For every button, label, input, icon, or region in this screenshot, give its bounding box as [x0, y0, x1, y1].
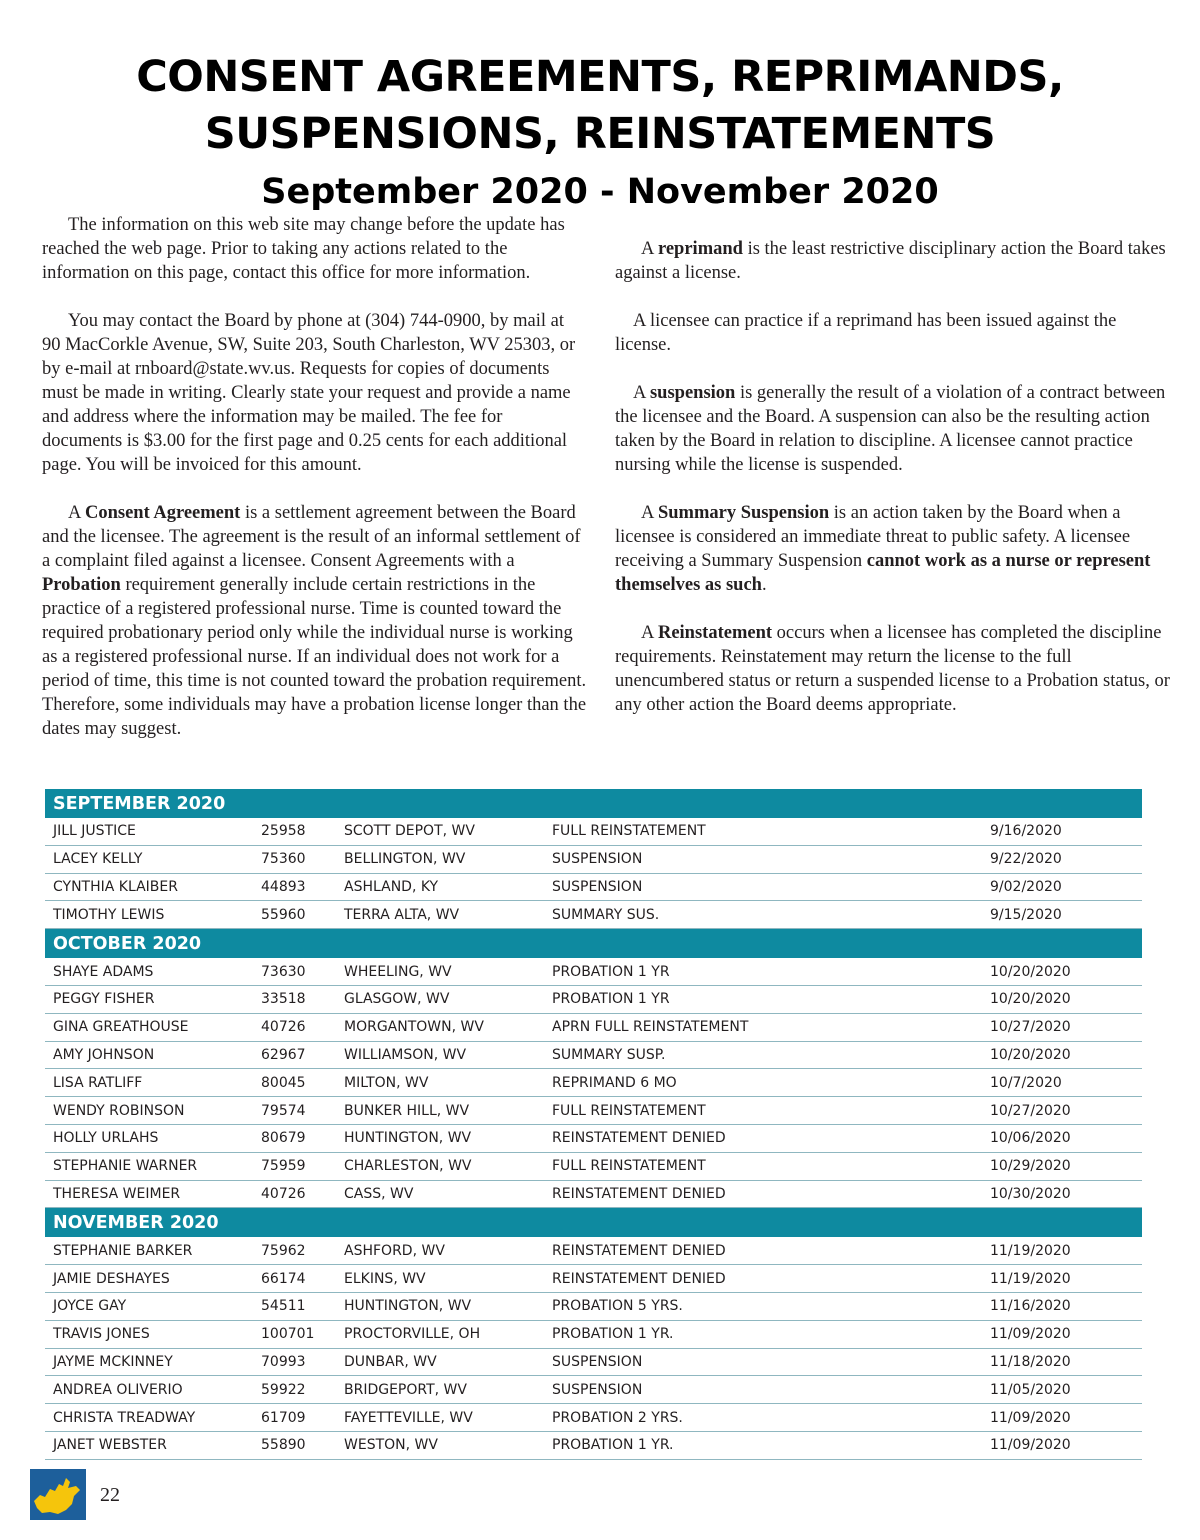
reinstatement-paragraph — [615, 621, 1170, 717]
licensee-name: TIMOTHY LEWIS — [45, 901, 253, 929]
license-number: 80679 — [253, 1124, 336, 1152]
licensee-name: CYNTHIA KLAIBER — [45, 873, 253, 901]
license-number: 25958 — [253, 818, 336, 845]
text-run: A — [633, 383, 650, 403]
page-title-line-2: SUSPENSIONS, REINSTATEMENTS — [204, 109, 996, 159]
licensee-name: JANET WEBSTER — [45, 1431, 253, 1459]
licensee-name: JOYCE GAY — [45, 1292, 253, 1320]
city-state: MILTON, WV — [336, 1069, 544, 1097]
consent-agreement-paragraph — [42, 501, 587, 741]
table-row — [45, 1124, 1142, 1152]
page-subtitle: September 2020 - November 2020 — [261, 172, 939, 212]
table-row — [45, 1320, 1142, 1348]
table-row — [45, 1376, 1142, 1404]
licensee-name: LACEY KELLY — [45, 845, 253, 873]
table-row — [45, 1292, 1142, 1320]
city-state: GLASGOW, WV — [336, 985, 544, 1013]
city-state: ASHLAND, KY — [336, 873, 544, 901]
section-month-label: SEPTEMBER 2020 — [45, 789, 1142, 818]
action-date: 11/19/2020 — [982, 1265, 1142, 1293]
reprimand-practice-paragraph: A licensee can practice if a reprimand has been issued against the license. — [615, 311, 1117, 355]
license-number: 54511 — [253, 1292, 336, 1320]
action-taken: PROBATION 1 YR — [544, 985, 982, 1013]
action-taken: SUSPENSION — [544, 1348, 982, 1376]
table-row — [45, 1152, 1142, 1180]
licensee-name: STEPHANIE BARKER — [45, 1237, 253, 1264]
city-state: CHARLESTON, WV — [336, 1152, 544, 1180]
contact-paragraph: You may contact the Board by phone at (304) 744-0900, by mail at 90 MacCorkle Avenue, SW, Suite 203, South Charleston, WV 25303, or by e-mail at rnboard@state.wv.us. Requests for copies of documents must be made in writing. Clearly state your request and provide a name and address where the information may be mailed. The fee for documents is $3.00 for the first page and 0.25 cents for each additional page. You will be invoiced for this amount. — [42, 311, 576, 475]
licensee-name: THERESA WEIMER — [45, 1180, 253, 1208]
table-row — [45, 901, 1142, 929]
table-row — [45, 873, 1142, 901]
table-body — [45, 789, 1142, 1459]
license-number: 55890 — [253, 1431, 336, 1459]
action-date: 11/05/2020 — [982, 1376, 1142, 1404]
text-run: A — [641, 239, 658, 259]
licensee-name: TRAVIS JONES — [45, 1320, 253, 1348]
term-consent-agreement: Consent Agreement — [84, 503, 241, 523]
city-state: WESTON, WV — [336, 1431, 544, 1459]
west-virginia-state-icon — [28, 1467, 88, 1522]
license-number: 70993 — [253, 1348, 336, 1376]
action-taken: REPRIMAND 6 MO — [544, 1069, 982, 1097]
action-date: 11/16/2020 — [982, 1292, 1142, 1320]
license-number: 59922 — [253, 1376, 336, 1404]
license-number: 73630 — [253, 958, 336, 985]
text-run: A — [641, 503, 658, 523]
action-taken: REINSTATEMENT DENIED — [544, 1265, 982, 1293]
action-taken: APRN FULL REINSTATEMENT — [544, 1013, 982, 1041]
table-row — [45, 1069, 1142, 1097]
city-state: FAYETTEVILLE, WV — [336, 1404, 544, 1432]
action-date: 9/16/2020 — [982, 818, 1142, 845]
table-row — [45, 845, 1142, 873]
city-state: DUNBAR, WV — [336, 1348, 544, 1376]
city-state: TERRA ALTA, WV — [336, 901, 544, 929]
section-header-row — [45, 1208, 1142, 1238]
action-date: 9/15/2020 — [982, 901, 1142, 929]
city-state: PROCTORVILLE, OH — [336, 1320, 544, 1348]
action-taken: FULL REINSTATEMENT — [544, 1097, 982, 1125]
summary-suspension-paragraph — [615, 501, 1170, 597]
section-header-row — [45, 789, 1142, 818]
text-run: requirement generally include certain restrictions in the practice of a registered professional nurse. Time is counted toward the required probationary period only while the individual nurse is working as a registered professional nurse. If an individual does not work for a period of time, this time is not counted toward the probation requirement. Therefore, some individuals may have a probation license longer than the dates may suggest. — [42, 575, 587, 739]
action-taken: SUSPENSION — [544, 1376, 982, 1404]
licensee-name: PEGGY FISHER — [45, 985, 253, 1013]
left-column — [42, 213, 587, 765]
text-run: occurs when a licensee has completed the discipline requirements. Reinstatement may return the license to the full unencumbered status or return a suspended license to a Probation status, or any other action the Board deems appropriate. — [615, 623, 1170, 715]
action-taken: REINSTATEMENT DENIED — [544, 1237, 982, 1264]
text-run: . — [761, 575, 767, 595]
license-number: 79574 — [253, 1097, 336, 1125]
term-suspension: suspension — [649, 383, 736, 403]
action-date: 11/09/2020 — [982, 1431, 1142, 1459]
action-taken: SUSPENSION — [544, 845, 982, 873]
section-header-row — [45, 929, 1142, 959]
table-row — [45, 1180, 1142, 1208]
action-taken: SUMMARY SUSP. — [544, 1041, 982, 1069]
licensee-name: ANDREA OLIVERIO — [45, 1376, 253, 1404]
action-date: 10/20/2020 — [982, 958, 1142, 985]
section-month-label: NOVEMBER 2020 — [45, 1208, 1142, 1238]
license-number: 40726 — [253, 1013, 336, 1041]
action-date: 10/20/2020 — [982, 985, 1142, 1013]
license-number: 75360 — [253, 845, 336, 873]
table-row — [45, 1265, 1142, 1293]
city-state: WILLIAMSON, WV — [336, 1041, 544, 1069]
city-state: SCOTT DEPOT, WV — [336, 818, 544, 845]
action-taken: SUMMARY SUS. — [544, 901, 982, 929]
licensee-name: STEPHANIE WARNER — [45, 1152, 253, 1180]
licensee-name: JAMIE DESHAYES — [45, 1265, 253, 1293]
license-number: 66174 — [253, 1265, 336, 1293]
license-number: 100701 — [253, 1320, 336, 1348]
action-date: 11/09/2020 — [982, 1404, 1142, 1432]
licensee-name: GINA GREATHOUSE — [45, 1013, 253, 1041]
licensee-name: LISA RATLIFF — [45, 1069, 253, 1097]
action-date: 10/30/2020 — [982, 1180, 1142, 1208]
license-number: 80045 — [253, 1069, 336, 1097]
action-taken: FULL REINSTATEMENT — [544, 1152, 982, 1180]
licensee-name: WENDY ROBINSON — [45, 1097, 253, 1125]
table-row — [45, 1097, 1142, 1125]
page-number: 22 — [100, 1484, 120, 1506]
text-run: is the least restrictive disciplinary action the Board takes against a license. — [615, 239, 1166, 283]
licensee-name: CHRISTA TREADWAY — [45, 1404, 253, 1432]
page-title-line-1: CONSENT AGREEMENTS, REPRIMANDS, — [136, 52, 1064, 102]
term-reprimand: reprimand — [657, 239, 743, 259]
city-state: BELLINGTON, WV — [336, 845, 544, 873]
license-number: 55960 — [253, 901, 336, 929]
licensee-name: JILL JUSTICE — [45, 818, 253, 845]
section-month-label: OCTOBER 2020 — [45, 929, 1142, 959]
text-run: A — [68, 503, 85, 523]
city-state: CASS, WV — [336, 1180, 544, 1208]
table-row — [45, 1237, 1142, 1264]
right-column — [615, 237, 1170, 741]
summary-suspension-warning: cannot work as a nurse or represent themselves as such — [615, 551, 1151, 595]
license-number: 33518 — [253, 985, 336, 1013]
text-run: is an action taken by the Board when a licensee is considered an immediate threat to public safety. A licensee receiving a Summary Suspension — [615, 503, 1131, 571]
city-state: ASHFORD, WV — [336, 1237, 544, 1264]
intro-paragraph: The information on this web site may change before the update has reached the web page. Prior to taking any actions related to the information on this page, contact this office for more information. — [42, 215, 565, 283]
table-row — [45, 958, 1142, 985]
license-number: 40726 — [253, 1180, 336, 1208]
action-taken: PROBATION 5 YRS. — [544, 1292, 982, 1320]
city-state: BUNKER HILL, WV — [336, 1097, 544, 1125]
license-number: 61709 — [253, 1404, 336, 1432]
licensee-name: JAYME MCKINNEY — [45, 1348, 253, 1376]
action-date: 10/29/2020 — [982, 1152, 1142, 1180]
license-number: 75962 — [253, 1237, 336, 1264]
action-taken: REINSTATEMENT DENIED — [544, 1180, 982, 1208]
table-row — [45, 1404, 1142, 1432]
action-date: 11/09/2020 — [982, 1320, 1142, 1348]
licensee-name: AMY JOHNSON — [45, 1041, 253, 1069]
city-state: HUNTINGTON, WV — [336, 1124, 544, 1152]
text-run: is a settlement agreement between the Board and the licensee. The agreement is the result of an informal settlement of a complaint filed against a licensee. Consent Agreements with a — [42, 503, 581, 571]
action-date: 11/19/2020 — [982, 1237, 1142, 1264]
term-reinstatement: Reinstatement — [657, 623, 773, 643]
action-taken: PROBATION 1 YR. — [544, 1431, 982, 1459]
table-row — [45, 1348, 1142, 1376]
text-run: A — [641, 623, 658, 643]
action-date: 10/27/2020 — [982, 1097, 1142, 1125]
action-taken: SUSPENSION — [544, 873, 982, 901]
table-row — [45, 1431, 1142, 1459]
table-row — [45, 1013, 1142, 1041]
action-date: 10/7/2020 — [982, 1069, 1142, 1097]
table-row — [45, 1041, 1142, 1069]
city-state: MORGANTOWN, WV — [336, 1013, 544, 1041]
action-date: 11/18/2020 — [982, 1348, 1142, 1376]
text-run: is generally the result of a violation of a contract between the licensee and the Board. A suspension can also be the resulting action taken by the Board in relation to discipline. A licensee cannot practice nursing while the license is suspended. — [615, 383, 1166, 475]
city-state: BRIDGEPORT, WV — [336, 1376, 544, 1404]
table-row — [45, 818, 1142, 845]
action-date: 9/22/2020 — [982, 845, 1142, 873]
city-state: WHEELING, WV — [336, 958, 544, 985]
action-taken: PROBATION 1 YR. — [544, 1320, 982, 1348]
license-number: 62967 — [253, 1041, 336, 1069]
action-taken: PROBATION 1 YR — [544, 958, 982, 985]
table-row — [45, 985, 1142, 1013]
action-date: 10/20/2020 — [982, 1041, 1142, 1069]
term-summary-suspension: Summary Suspension — [657, 503, 830, 523]
license-number: 44893 — [253, 873, 336, 901]
action-taken: REINSTATEMENT DENIED — [544, 1124, 982, 1152]
term-probation: Probation — [42, 575, 121, 595]
action-date: 10/27/2020 — [982, 1013, 1142, 1041]
city-state: ELKINS, WV — [336, 1265, 544, 1293]
disciplinary-actions-table — [45, 789, 1142, 1460]
licensee-name: SHAYE ADAMS — [45, 958, 253, 985]
action-taken: PROBATION 2 YRS. — [544, 1404, 982, 1432]
suspension-paragraph — [615, 381, 1170, 477]
action-taken: FULL REINSTATEMENT — [544, 818, 982, 845]
action-date: 9/02/2020 — [982, 873, 1142, 901]
reprimand-paragraph — [615, 237, 1170, 285]
city-state: HUNTINGTON, WV — [336, 1292, 544, 1320]
action-date: 10/06/2020 — [982, 1124, 1142, 1152]
licensee-name: HOLLY URLAHS — [45, 1124, 253, 1152]
license-number: 75959 — [253, 1152, 336, 1180]
